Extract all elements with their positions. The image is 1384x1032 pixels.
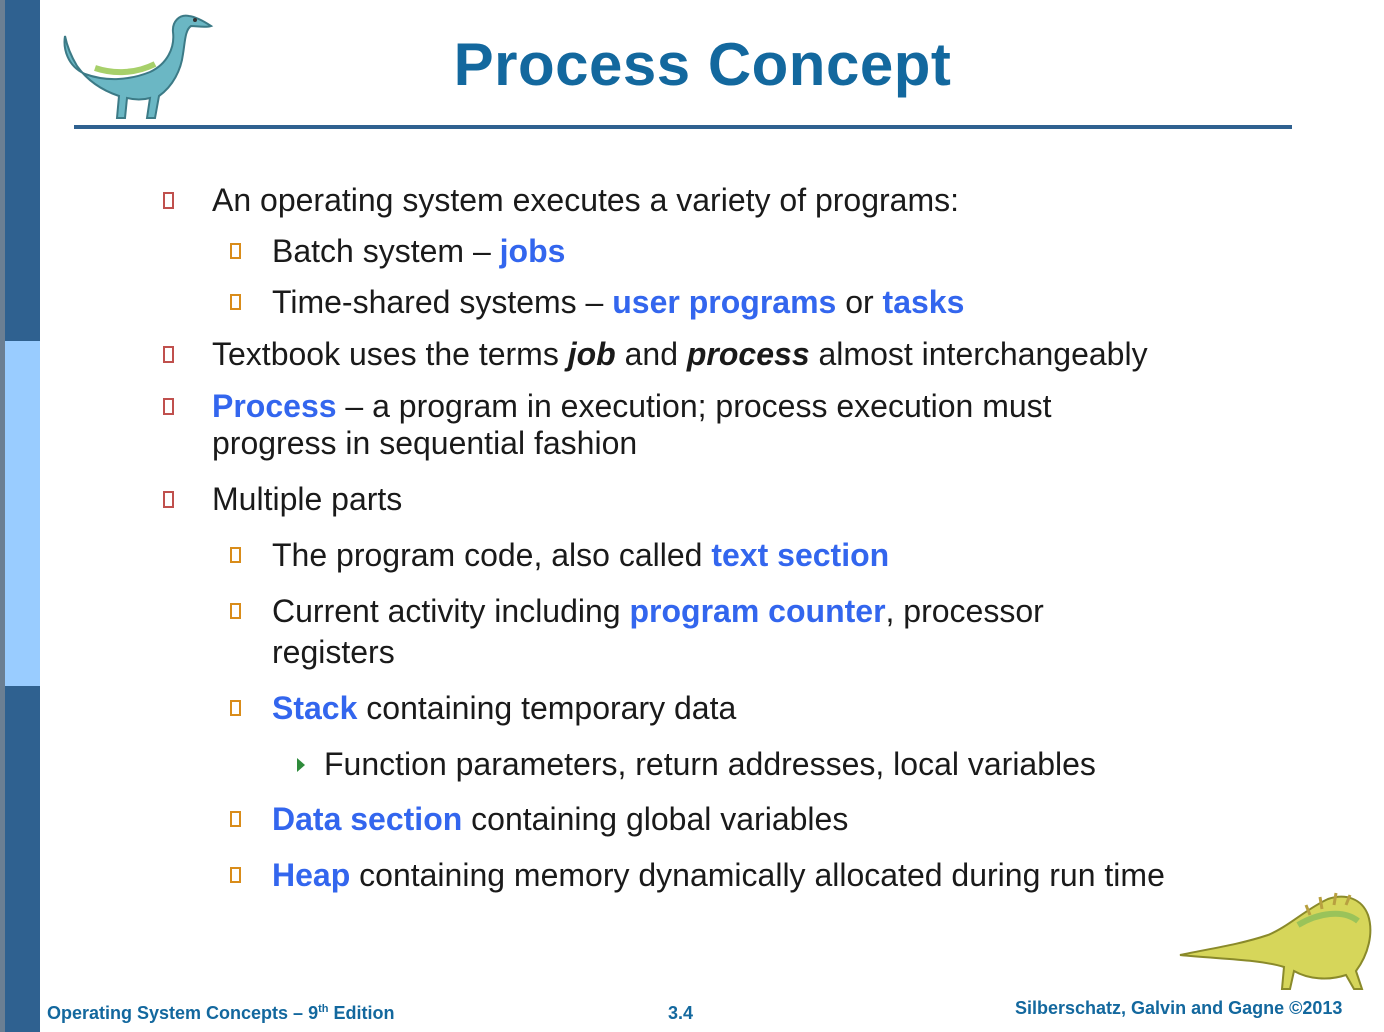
highlighted-term: tasks <box>882 284 965 320</box>
bullet-text: An operating system executes a variety of programs: <box>212 182 960 218</box>
bullet-item <box>272 857 1165 894</box>
bullet-item <box>212 182 959 219</box>
bullet-text: and <box>615 336 687 372</box>
bullet-text: Time-shared systems – <box>272 284 613 320</box>
bullet-item <box>272 284 964 321</box>
triangle-bullet-icon <box>297 758 305 772</box>
square-bullet-icon <box>163 346 174 363</box>
bullet-text: , processor <box>885 593 1044 629</box>
bullet-item <box>212 336 1148 373</box>
dinosaur-logo-top <box>55 8 215 126</box>
footer-book-title: Operating System Concepts – 9th Edition <box>47 1003 395 1023</box>
bullet-item <box>212 388 1052 425</box>
bullet-text: almost interchangeably <box>809 336 1148 372</box>
bullet-item-continuation: progress in sequential fashion <box>212 425 638 461</box>
highlighted-term: jobs <box>499 233 566 269</box>
square-bullet-icon <box>230 603 241 619</box>
bullet-item <box>272 593 1044 630</box>
side-bar-band <box>5 341 40 686</box>
dinosaur-logo-bottom <box>1178 885 1378 995</box>
highlighted-term: Stack <box>272 690 358 726</box>
highlighted-term: user programs <box>612 284 837 320</box>
bullet-text: Current activity including <box>272 593 630 629</box>
square-bullet-icon <box>230 700 241 716</box>
bullet-item <box>272 801 848 838</box>
square-bullet-icon <box>163 491 174 508</box>
emphasized-term: process <box>686 336 810 372</box>
title-divider <box>74 125 1292 129</box>
highlighted-term: program counter <box>629 593 886 629</box>
bullet-text: – a program in execution; process execution must <box>336 388 1052 424</box>
bullet-text: Function parameters, return addresses, local variables <box>324 746 1096 782</box>
highlighted-term: Heap <box>272 857 351 893</box>
bullet-text: Multiple parts <box>212 481 403 517</box>
square-bullet-icon <box>230 867 241 883</box>
square-bullet-icon <box>230 294 241 310</box>
highlighted-term: text section <box>711 537 890 573</box>
square-bullet-icon <box>163 398 174 415</box>
bullet-item-continuation: registers <box>272 634 395 670</box>
bullet-text: containing memory dynamically allocated during run time <box>350 857 1165 893</box>
footer-authors: Silberschatz, Galvin and Gagne ©2013 <box>1015 998 1343 1018</box>
bullet-text: Batch system – <box>272 233 500 269</box>
bullet-item <box>272 233 565 270</box>
square-bullet-icon <box>230 243 241 259</box>
square-bullet-icon <box>230 547 241 563</box>
emphasized-term: job <box>567 336 616 372</box>
square-bullet-icon <box>163 192 174 209</box>
bullet-text: containing temporary data <box>357 690 737 726</box>
slide-title: Process Concept <box>453 31 952 98</box>
highlighted-term: Data section <box>272 801 463 837</box>
bullet-text: Textbook uses the terms <box>212 336 568 372</box>
side-bar <box>0 0 40 1032</box>
bullet-text: The program code, also called <box>272 537 712 573</box>
highlighted-term: Process <box>212 388 337 424</box>
bullet-item <box>272 537 889 574</box>
bullet-text: containing global variables <box>462 801 849 837</box>
bullet-text: or <box>836 284 883 320</box>
bullet-item <box>324 746 1096 783</box>
footer-page-number: 3.4 <box>668 1003 694 1023</box>
bullet-item <box>212 481 402 518</box>
square-bullet-icon <box>230 811 241 827</box>
bullet-item <box>272 690 736 727</box>
